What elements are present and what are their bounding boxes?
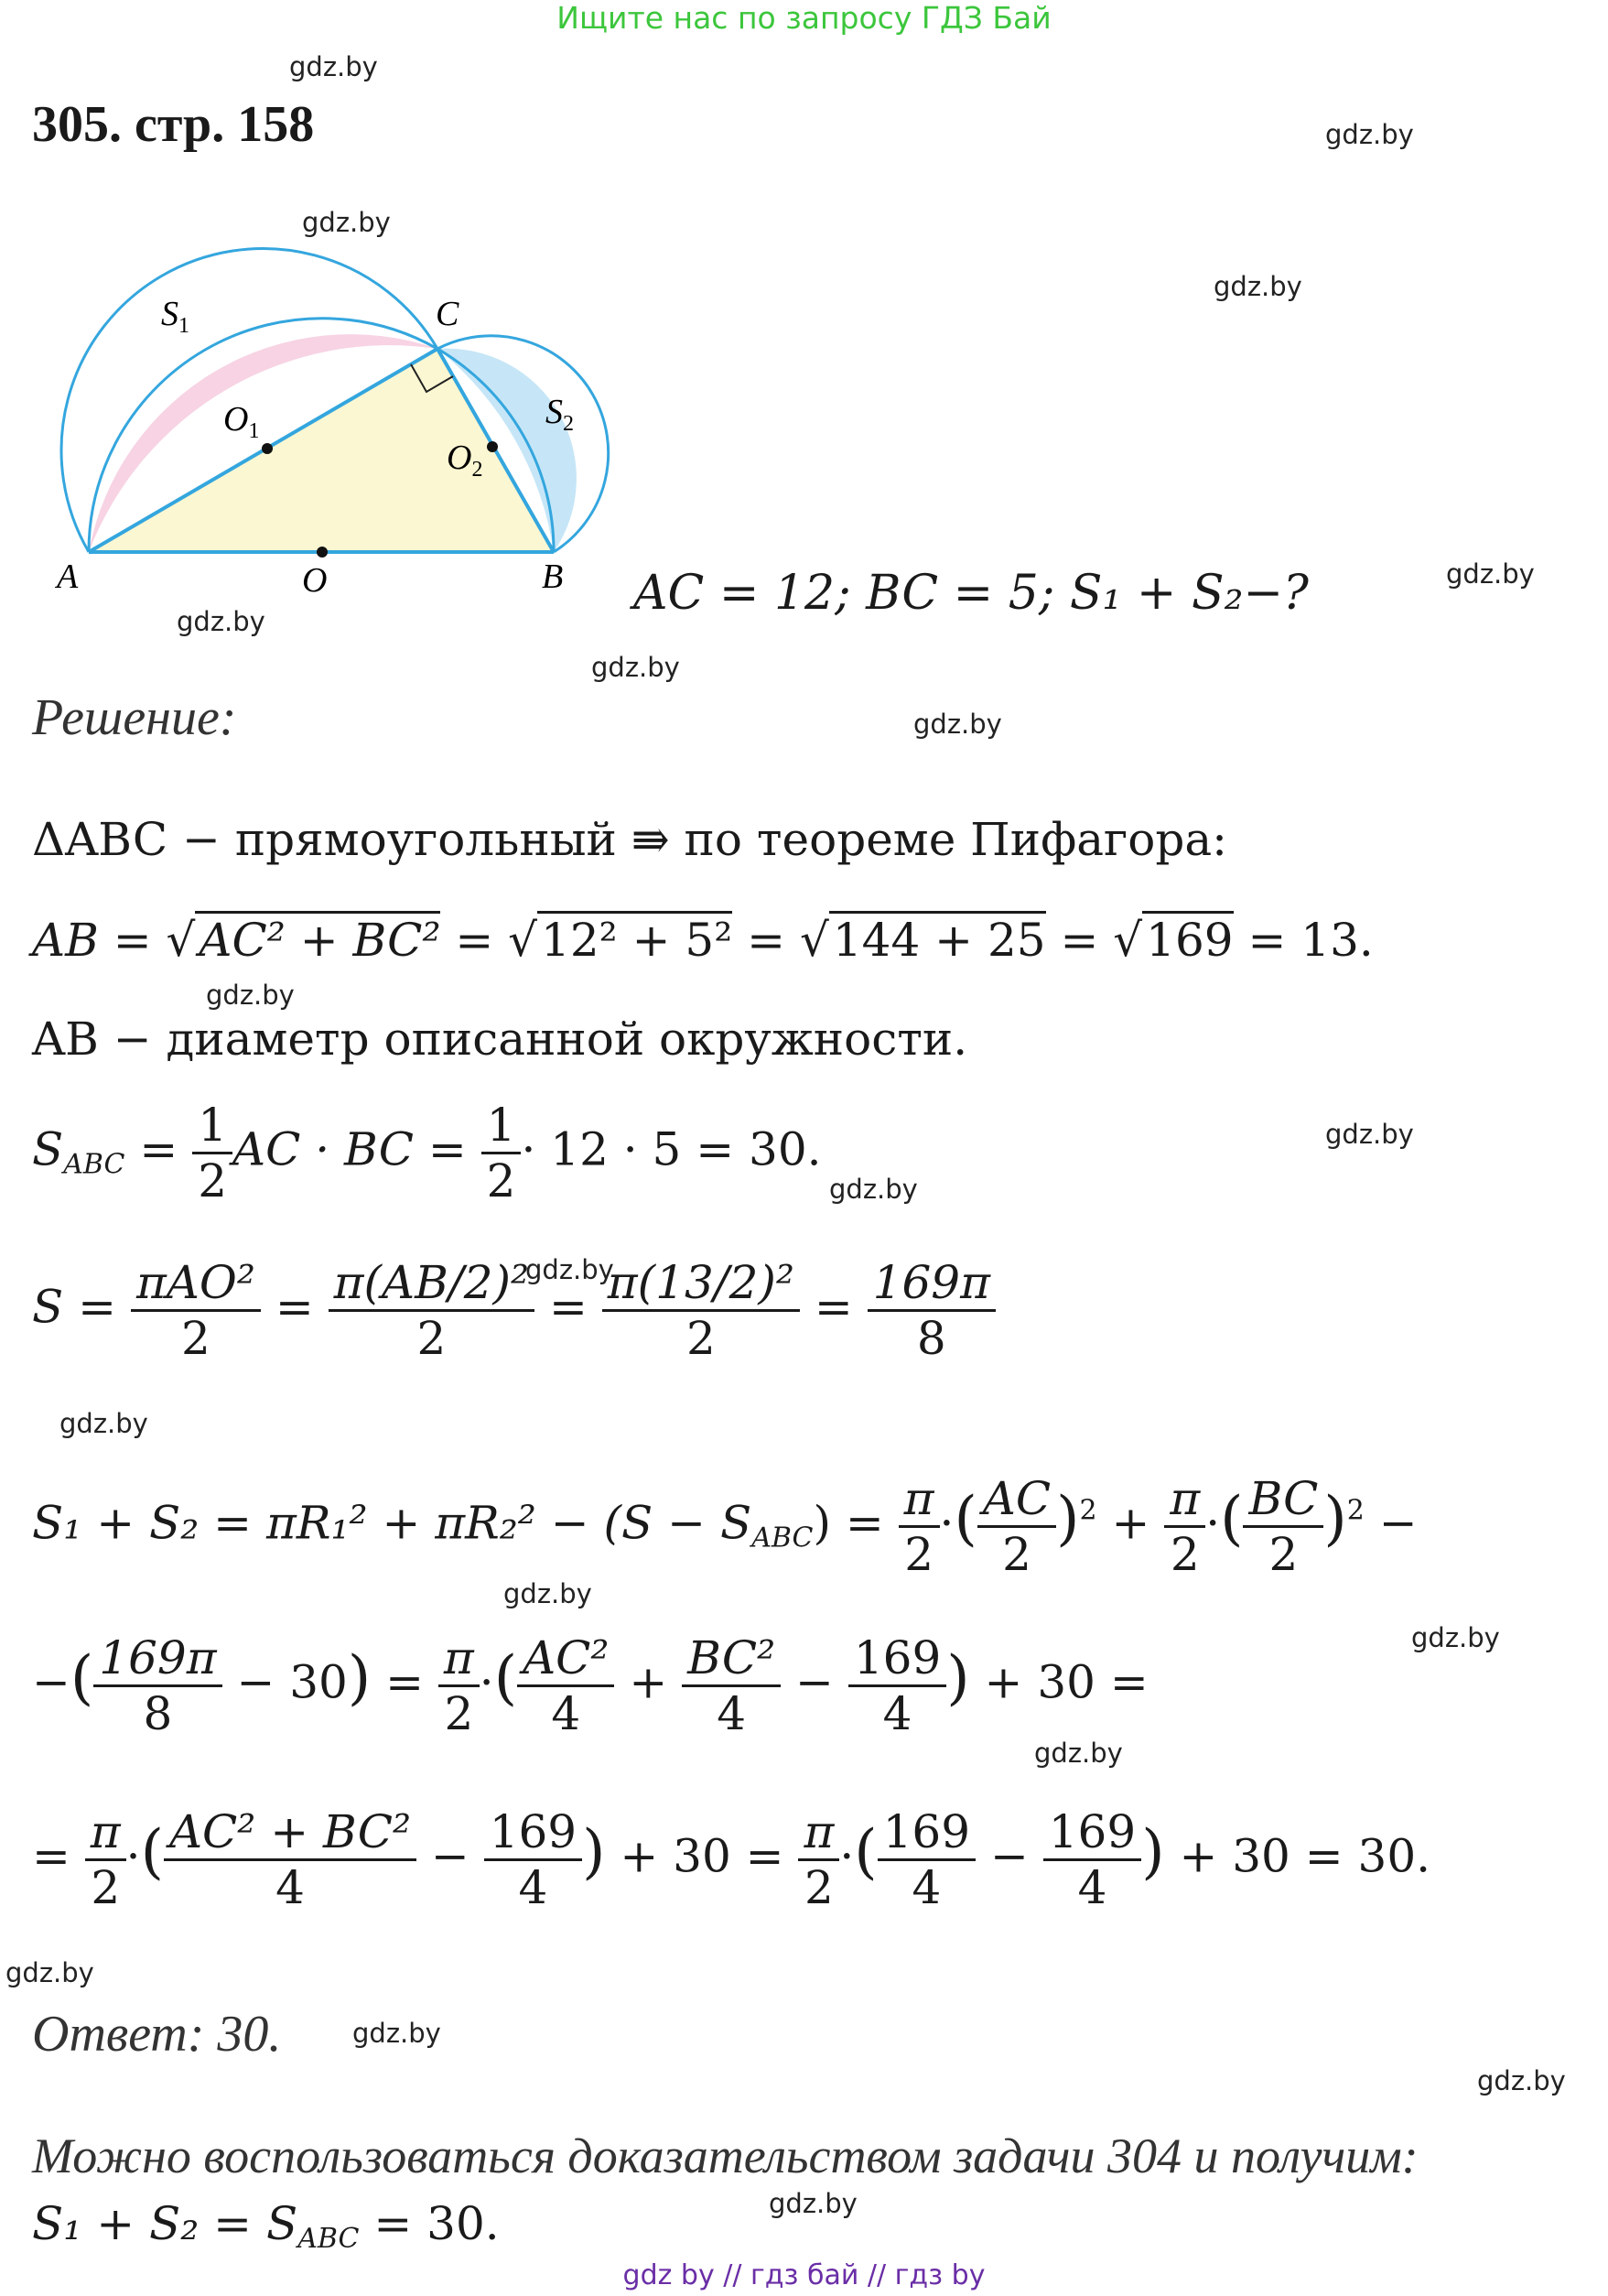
- geometry-figure: [0, 183, 659, 623]
- watermark: gdz.by: [769, 2188, 858, 2219]
- watermark: gdz.by: [1325, 119, 1414, 150]
- point-o2: [487, 441, 498, 452]
- label-o1: $O_1$: [223, 400, 260, 443]
- point-o: [317, 547, 328, 558]
- label-b: B: [542, 558, 564, 596]
- answer: Ответ: 30.: [32, 2006, 282, 2063]
- final-statement: $S_1 + S_2 = S_{ABC} = 30$.: [32, 2197, 500, 2255]
- watermark: gdz.by: [1034, 1738, 1123, 1769]
- point-o1: [262, 443, 273, 454]
- watermark: gdz.by: [59, 1408, 148, 1439]
- solution-label: Решение:: [32, 689, 237, 746]
- watermark: gdz.by: [913, 709, 1002, 740]
- hypotenuse-calc: AB = √AC² + BC² = √12² + 5² = √144 + 25 = √169 = 13.: [32, 914, 1374, 967]
- footer-links[interactable]: gdz by // гдз бай // гдз by: [622, 2259, 986, 2291]
- watermark: gdz.by: [206, 980, 295, 1011]
- problem-title: 305. стр. 158: [32, 96, 315, 153]
- lunes-sum-step1: $S_1 + S_2 = \pi R_1^2 + \pi R_2^2 - (S - S_{ABC})$ = $\frac{\pi}{2}$ ·( $\frac{AC}{2}$ )$^2$ + $\frac{\pi}{2}$ ·( $\frac{BC}{2}$ )$^2$ −: [32, 1472, 1418, 1581]
- watermark: gdz.by: [302, 207, 391, 238]
- top-banner[interactable]: Ищите нас по запросу ГДЗ Бай: [556, 0, 1052, 36]
- watermark: gdz.by: [525, 1254, 614, 1285]
- lunes-sum-step2: −( $\frac{169\pi}{8}$ − 30) = $\frac{\pi}{2}$ ·( $\frac{\text{AC²}}{4}$ + $\frac{\text{BC²}}{4}$ − $\frac{169}{4}$ ) + 30 =: [32, 1631, 1149, 1740]
- watermark: gdz.by: [591, 652, 680, 683]
- label-o2: $O_2$: [447, 439, 483, 482]
- watermark: gdz.by: [503, 1578, 592, 1609]
- watermark: gdz.by: [1214, 271, 1302, 302]
- watermark: gdz.by: [352, 2018, 441, 2049]
- label-s2: $S_2$: [545, 393, 574, 436]
- label-o: O: [302, 561, 328, 600]
- given-data: AC = 12; BC = 5; S₁ + S₂−?: [633, 566, 1309, 621]
- pythagoras-statement: ΔABC − прямоугольный ⇛ по теореме Пифагора:: [32, 813, 1228, 866]
- watermark: gdz.by: [829, 1174, 918, 1205]
- watermark: gdz.by: [1411, 1622, 1500, 1653]
- watermark: gdz.by: [5, 1957, 94, 1988]
- label-a: A: [57, 558, 79, 596]
- lunes-sum-step3: = $\frac{\pi}{2}$ ·( $\frac{\text{AC² + BC²}}{4}$ − $\frac{169}{4}$ ) + 30 = $\frac{\pi}{2}$ ·( $\frac{169}{4}$ − $\frac{169}{4}$ ) + 30 = 30.: [32, 1805, 1431, 1914]
- diameter-statement: AB − диаметр описанной окружности.: [32, 1013, 968, 1066]
- watermark: gdz.by: [1446, 558, 1535, 590]
- note: Можно воспользоваться доказательством задачи 304 и получим:: [32, 2128, 1419, 2183]
- watermark: gdz.by: [177, 606, 265, 637]
- watermark: gdz.by: [1477, 2065, 1566, 2096]
- watermark: gdz.by: [289, 51, 378, 82]
- watermark: gdz.by: [1325, 1119, 1414, 1150]
- label-s1: $S_1$: [161, 295, 189, 338]
- triangle-area: $S_{ABC}$ = $\frac{1}{2}$ AC · BC = $\frac{1}{2}$ · 12 · 5 = 30.: [32, 1099, 822, 1208]
- label-c: C: [436, 295, 459, 333]
- semicircle-area: S = $\frac{\text{πAO²}}{2}$ = $\frac{\text{π(AB/2)²}}{2}$ = $\frac{\text{π(13/2)²}}{2}$ = $\frac{169\pi}{8}$: [32, 1256, 996, 1365]
